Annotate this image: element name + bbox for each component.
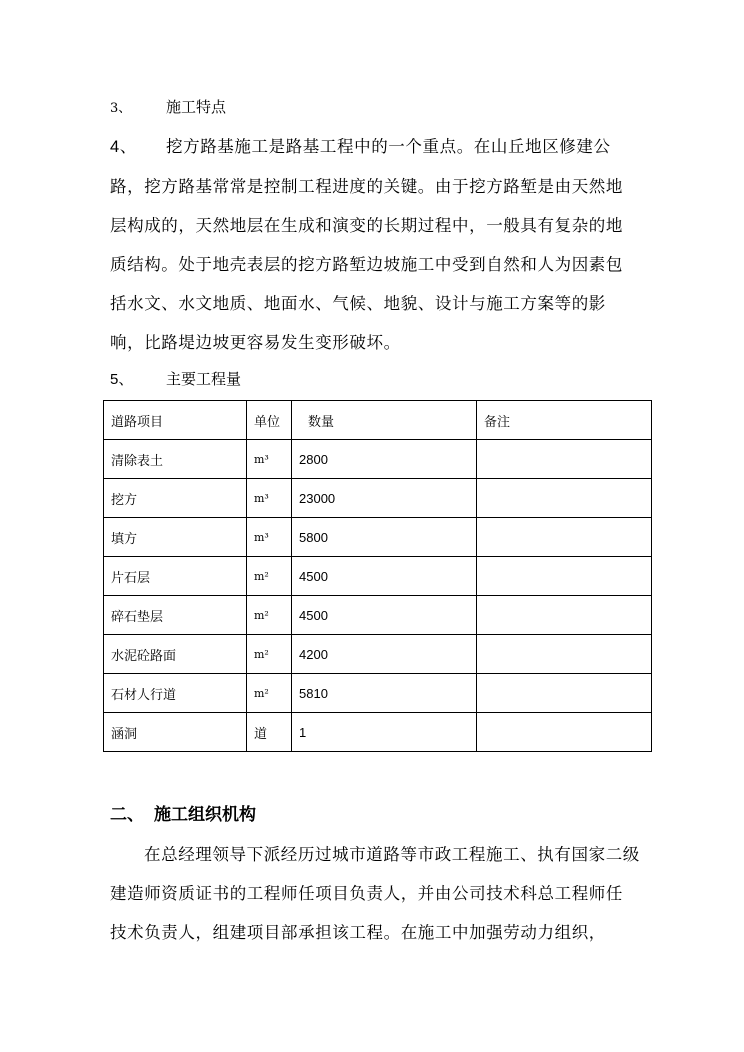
cell-item: 碎石垫层 bbox=[104, 596, 247, 635]
paragraph-4-text: 挖方路基施工是路基工程中的一个重点。在山丘地区修建公路，挖方路基常常是控制工程进度的关键。由于挖方路堑是由天然地层构成的，天然地层在生成和演变的长期过程中，一般具有复杂的地质结构。处于地壳表层的挖方路堑边坡施工中受到自然和人为因素包括水文、水文地质、地面水、气候、地貌、设计与施工方案等的影响，比路堤边坡更容易发生变形破坏。 bbox=[110, 137, 623, 352]
cell-unit: m² bbox=[247, 635, 292, 674]
cell-qty: 4500 bbox=[292, 596, 477, 635]
table-row bbox=[104, 518, 652, 557]
cell-qty: 2800 bbox=[292, 440, 477, 479]
cell-note bbox=[477, 479, 652, 518]
cell-qty: 5810 bbox=[292, 674, 477, 713]
cell-unit: m³ bbox=[247, 518, 292, 557]
cell-qty: 4500 bbox=[292, 557, 477, 596]
heading-5-number: 5、 bbox=[110, 371, 134, 388]
cell-note bbox=[477, 674, 652, 713]
cell-unit: m³ bbox=[247, 440, 292, 479]
cell-item: 片石层 bbox=[104, 557, 247, 596]
quantity-table bbox=[103, 400, 652, 752]
table-row bbox=[104, 479, 652, 518]
cell-qty: 1 bbox=[292, 713, 477, 752]
table-row bbox=[104, 674, 652, 713]
cell-qty: 4200 bbox=[292, 635, 477, 674]
cell-unit: m² bbox=[247, 596, 292, 635]
heading-3 bbox=[110, 96, 226, 117]
table-row bbox=[104, 713, 652, 752]
header-qty: 数量 bbox=[292, 401, 477, 440]
cell-item: 涵洞 bbox=[104, 713, 247, 752]
cell-qty: 5800 bbox=[292, 518, 477, 557]
cell-item: 挖方 bbox=[104, 479, 247, 518]
cell-qty: 23000 bbox=[292, 479, 477, 518]
cell-item: 水泥砼路面 bbox=[104, 635, 247, 674]
table-row bbox=[104, 557, 652, 596]
table-row bbox=[104, 440, 652, 479]
heading-3-number: 3、 bbox=[110, 101, 132, 116]
section-2-title: 施工组织机构 bbox=[154, 805, 256, 825]
cell-note bbox=[477, 440, 652, 479]
table-row bbox=[104, 596, 652, 635]
cell-item: 填方 bbox=[104, 518, 247, 557]
header-unit: 单位 bbox=[247, 401, 292, 440]
cell-item: 石材人行道 bbox=[104, 674, 247, 713]
cell-unit: m² bbox=[247, 557, 292, 596]
section-2-paragraph: 在总经理领导下派经历过城市道路等市政工程施工、执有国家二级建造师资质证书的工程师任项目负责人，并由公司技术科总工程师任技术负责人，组建项目部承担该工程。在施工中加强劳动力组织， bbox=[110, 845, 640, 942]
paragraph-4 bbox=[110, 127, 640, 362]
cell-note bbox=[477, 518, 652, 557]
section-2-heading bbox=[110, 800, 256, 825]
table-header-row bbox=[104, 401, 652, 440]
header-note: 备注 bbox=[477, 401, 652, 440]
cell-unit: m² bbox=[247, 674, 292, 713]
cell-unit: m³ bbox=[247, 479, 292, 518]
cell-note bbox=[477, 713, 652, 752]
cell-item: 清除表土 bbox=[104, 440, 247, 479]
cell-note bbox=[477, 557, 652, 596]
header-item: 道路项目 bbox=[104, 401, 247, 440]
heading-5-title: 主要工程量 bbox=[166, 370, 242, 388]
section-2-number: 二、 bbox=[110, 805, 144, 825]
heading-3-title: 施工特点 bbox=[166, 98, 227, 116]
cell-unit: 道 bbox=[247, 713, 292, 752]
table-row bbox=[104, 635, 652, 674]
cell-note bbox=[477, 596, 652, 635]
paragraph-4-number: 4、 bbox=[110, 138, 137, 156]
heading-5 bbox=[110, 368, 241, 389]
cell-note bbox=[477, 635, 652, 674]
